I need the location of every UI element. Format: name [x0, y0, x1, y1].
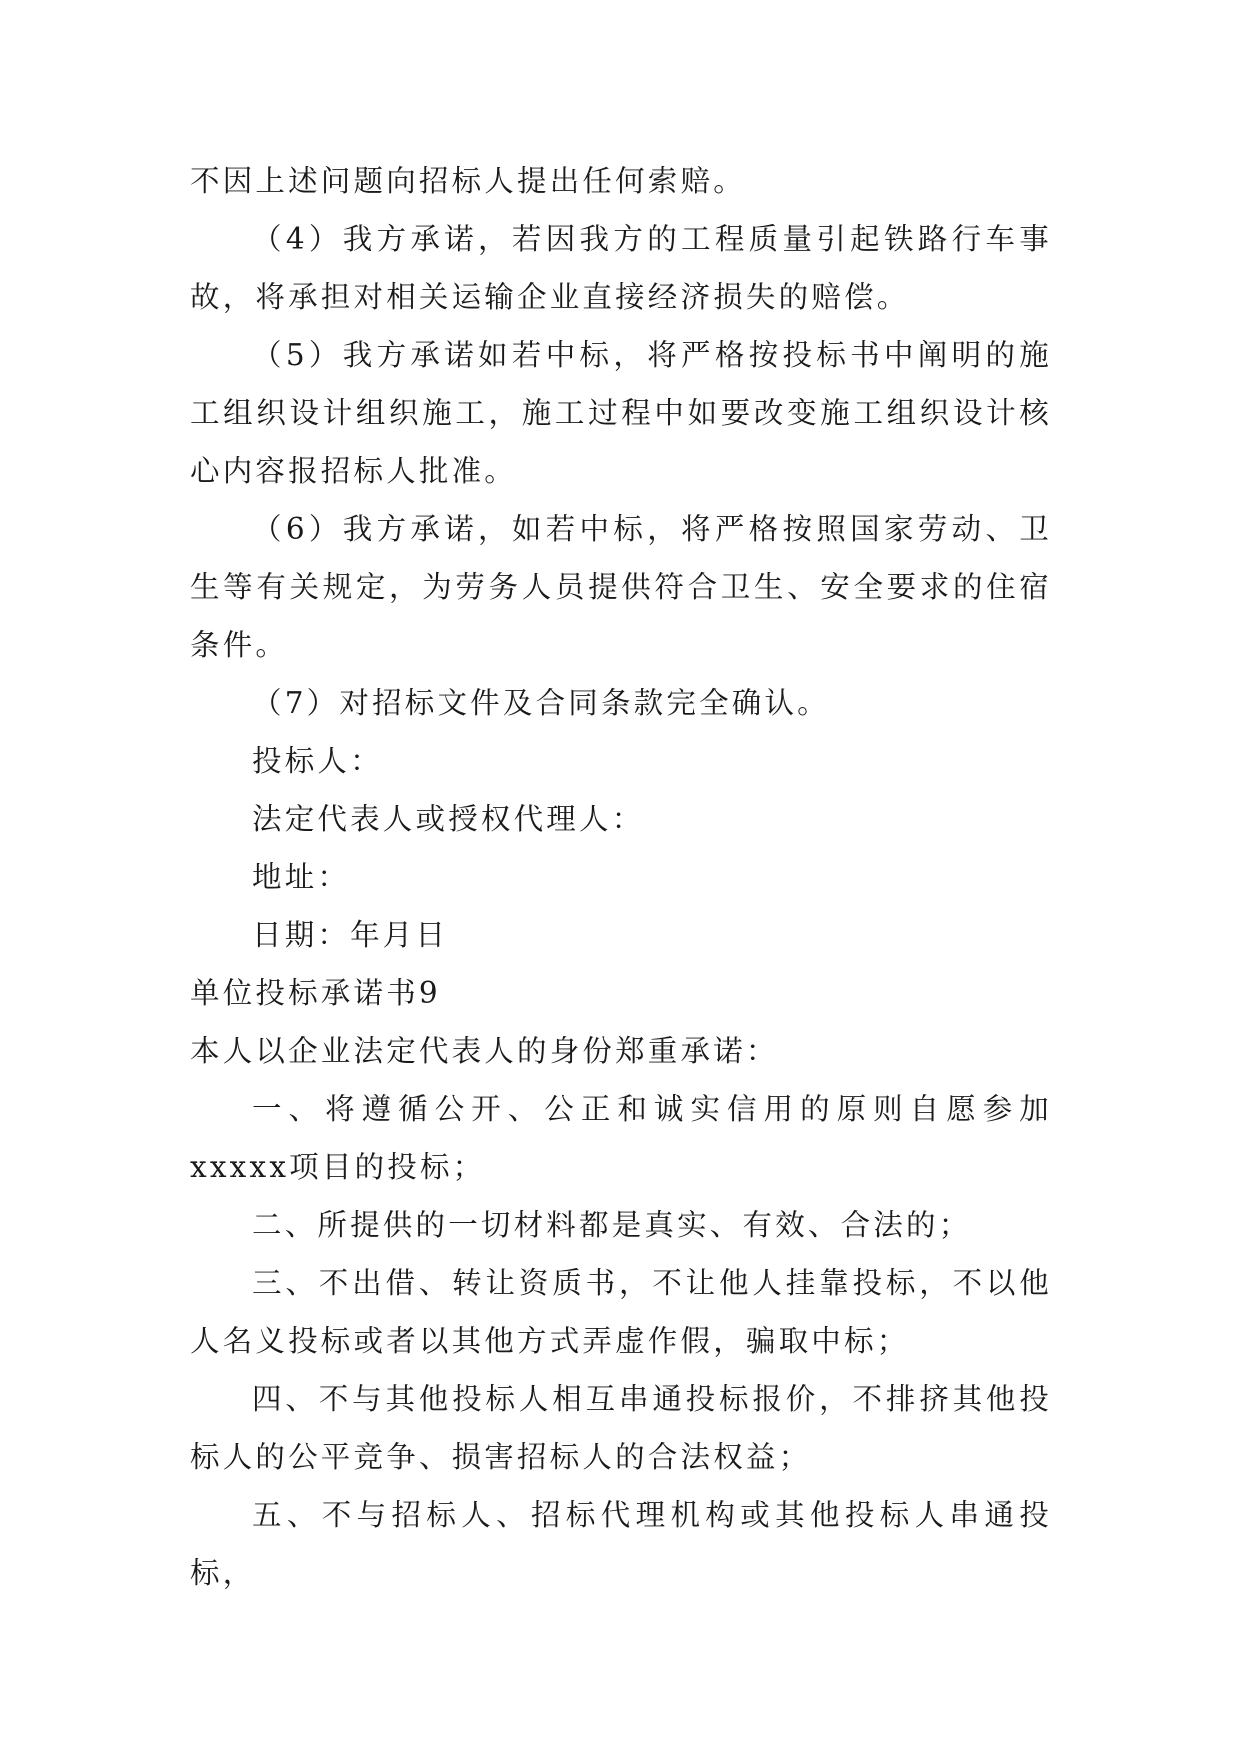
paragraph-item-4: （4）我方承诺，若因我方的工程质量引起铁路行车事故，将承担对相关运输企业直接经济损失的赔偿。: [190, 222, 1052, 314]
date-label: 日期：年月日: [252, 918, 449, 952]
pledge-item-3: 三、不出借、转让资质书，不让他人挂靠投标，不以他人名义投标或者以其他方式弄虚作假，骗取中标；: [190, 1266, 1052, 1358]
pledge-item-5: 五、不与招标人、招标代理机构或其他投标人串通投标，: [190, 1498, 1052, 1590]
pledge-item-2: 二、所提供的一切材料都是真实、有效、合法的；: [252, 1208, 972, 1242]
paragraph-item-5: （5）我方承诺如若中标，将严格按投标书中阐明的施工组织设计组织施工，施工过程中如要改变施工组织设计核心内容报招标人批准。: [190, 338, 1052, 488]
section-title: 单位投标承诺书9: [190, 976, 441, 1010]
document-body: [190, 152, 1052, 1602]
paragraph-item-7: （7）对招标文件及合同条款完全确认。: [252, 686, 830, 720]
pledge-item-1: 一、将遵循公开、公正和诚实信用的原则自愿参加xxxxx项目的投标；: [190, 1092, 1052, 1184]
pledge-intro: 本人以企业法定代表人的身份郑重承诺：: [190, 1034, 779, 1068]
paragraph-item-6: （6）我方承诺，如若中标，将严格按照国家劳动、卫生等有关规定，为劳务人员提供符合卫生、安全要求的住宿条件。: [190, 512, 1052, 662]
paragraph-claims-waiver: 不因上述问题向招标人提出任何索赔。: [190, 164, 746, 198]
pledge-item-4: 四、不与其他投标人相互串通投标报价，不排挤其他投标人的公平竞争、损害招标人的合法权益；: [190, 1382, 1052, 1474]
address-label: 地址：: [252, 860, 351, 894]
bidder-label: 投标人：: [252, 744, 383, 778]
legal-representative-label: 法定代表人或授权代理人：: [252, 802, 645, 836]
